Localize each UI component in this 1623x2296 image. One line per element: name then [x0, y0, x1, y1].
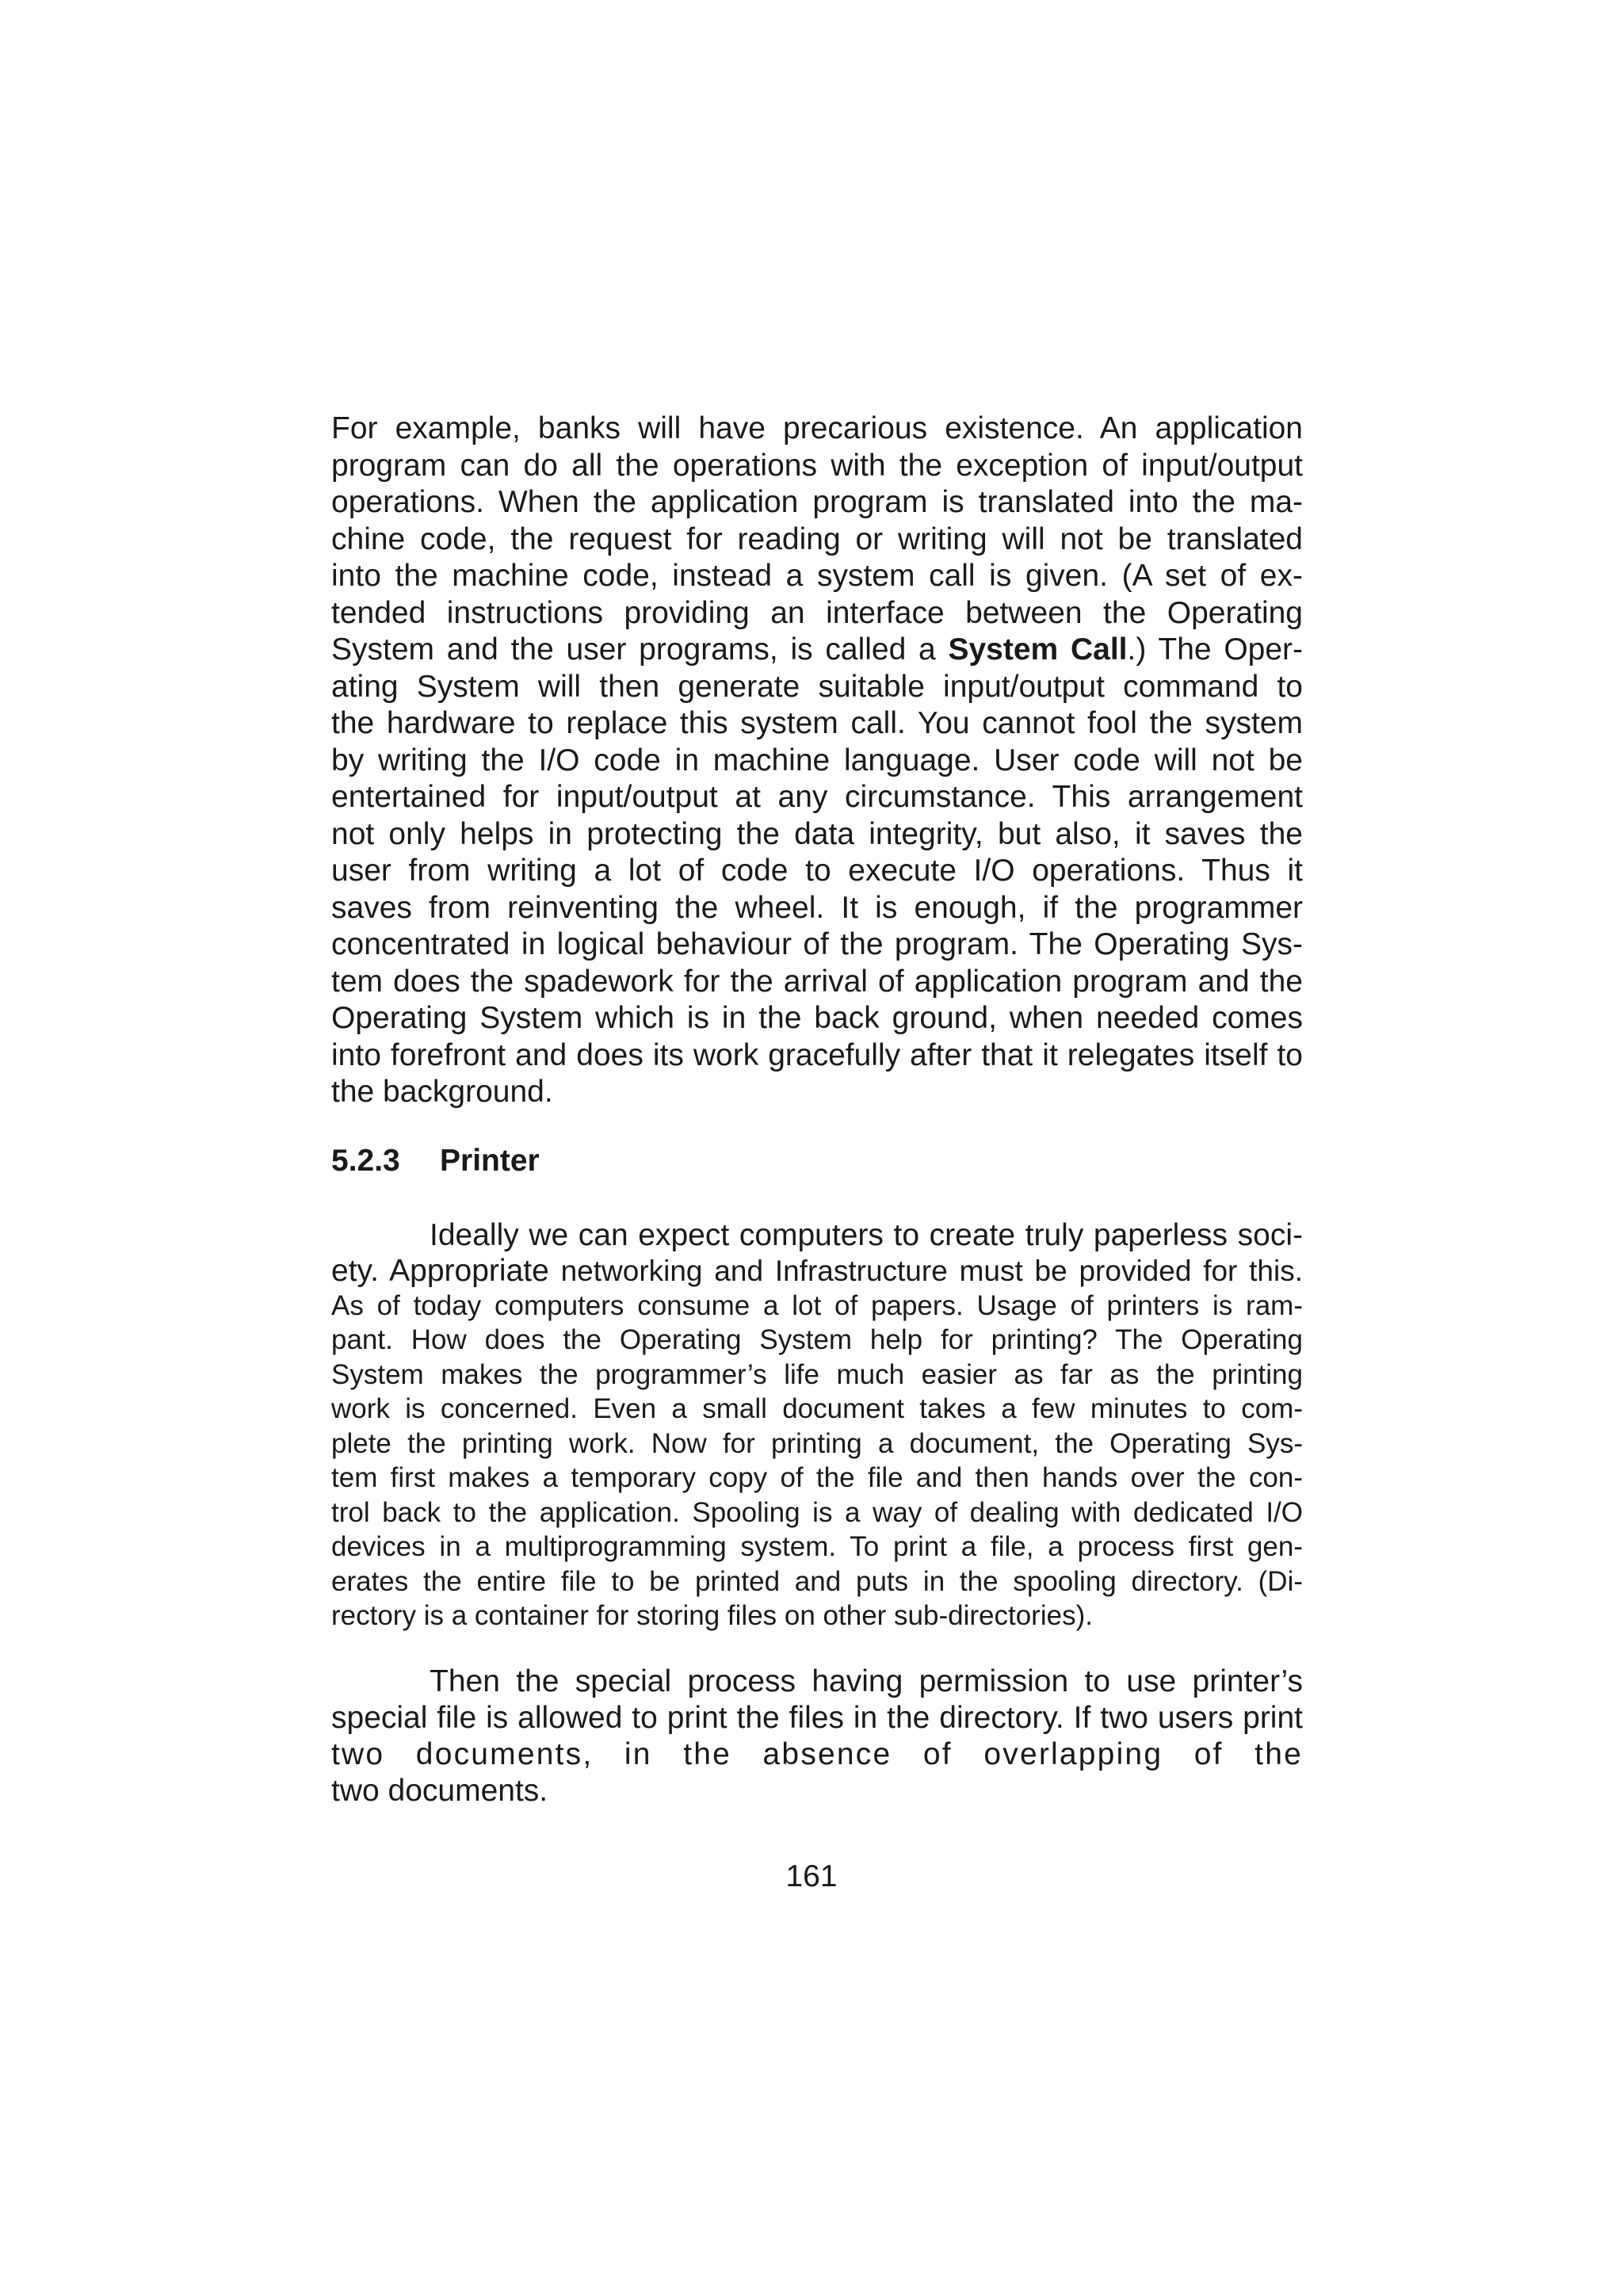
section-title: Printer [440, 1143, 540, 1178]
document-page [331, 411, 1303, 1809]
text-line: System makes the programmer’s life much easier as far as the printing [331, 1358, 1303, 1390]
paragraph-printer [331, 1217, 1303, 1633]
text-line-system-call [331, 632, 1303, 669]
text-segment: .) The Oper- [1127, 632, 1304, 667]
text-line: Then the special process having permission to use printer’s [430, 1664, 1303, 1698]
text-line: As of today computers consume a lot of papers. Usage of printers is ram- [331, 1289, 1303, 1321]
text-line: entertained for input/output at any circumstance. This arrangement [331, 780, 1303, 814]
text-line: chine code, the request for reading or writing will not be translated [331, 521, 1303, 556]
text-line: tem first makes a temporary copy of the file and then hands over the con- [331, 1462, 1303, 1493]
text-line-mixed [331, 1254, 1303, 1289]
text-line: tended instructions providing an interface between the Operating [331, 595, 1303, 630]
text-line: devices in a multiprogramming system. To print a file, a process first gen- [331, 1531, 1303, 1562]
text-segment: System and the user programs, is called a [331, 632, 949, 667]
text-line: ating System will then generate suitable input/output command to [331, 669, 1303, 704]
text-line: by writing the I/O code in machine language. User code will not be [331, 743, 1303, 777]
paragraph-spooling [331, 1664, 1303, 1809]
paragraph-system-call [331, 411, 1303, 1111]
text-line: special file is allowed to print the files in the directory. If two users print [331, 1700, 1303, 1735]
text-line: into forefront and does its work gracefully after that it relegates itself to [331, 1037, 1303, 1072]
text-line: user from writing a lot of code to execute I/O operations. Thus it [331, 854, 1303, 888]
text-line: two documents, in the absence of overlapping of the [331, 1736, 1303, 1771]
text-line: program can do all the operations with the exception of input/output [331, 448, 1303, 483]
text-line: rectory is a container for storing files on other sub-directories). [331, 1600, 1093, 1631]
text-line: pant. How does the Operating System help for printing? The Operating [331, 1324, 1303, 1355]
page-number: 161 [785, 1859, 838, 1893]
section-heading [331, 1143, 1303, 1179]
text-line: erates the entire file to be printed and puts in the spooling directory. (Di- [331, 1565, 1303, 1597]
text-line: For example, banks will have precarious existence. An application [331, 411, 1303, 445]
text-line: saves from reinventing the wheel. It is enough, if the programmer [331, 890, 1303, 925]
text-segment: ety. Appropriate [331, 1253, 549, 1288]
text-line: trol back to the application. Spooling is a way of dealing with dedicated I/O [331, 1496, 1303, 1528]
text-line: concentrated in logical behaviour of the program. The Operating Sys- [331, 927, 1303, 961]
text-line: into the machine code, instead a system call is given. (A set of ex- [331, 559, 1303, 593]
text-line: the hardware to replace this system call. You cannot fool the system [331, 706, 1303, 740]
section-number: 5.2.3 [331, 1143, 400, 1178]
text-line: work is concerned. Even a small document takes a few minutes to com- [331, 1393, 1303, 1424]
text-line: two documents. [331, 1773, 548, 1808]
system-call-term: System Call [948, 632, 1128, 667]
text-line: Operating System which is in the back ground, when needed comes [331, 1001, 1303, 1035]
text-line: tem does the spadework for the arrival of application program and the [331, 964, 1303, 999]
text-line: the background. [331, 1075, 553, 1109]
text-segment: networking and Infrastructure must be provided for this. [548, 1254, 1304, 1287]
text-line: Ideally we can expect computers to create truly paperless soci- [430, 1217, 1303, 1252]
text-line: operations. When the application program is translated into the ma- [331, 485, 1303, 519]
text-line: plete the printing work. Now for printing a document, the Operating Sys- [331, 1427, 1303, 1459]
text-line: not only helps in protecting the data integrity, but also, it saves the [331, 816, 1303, 851]
